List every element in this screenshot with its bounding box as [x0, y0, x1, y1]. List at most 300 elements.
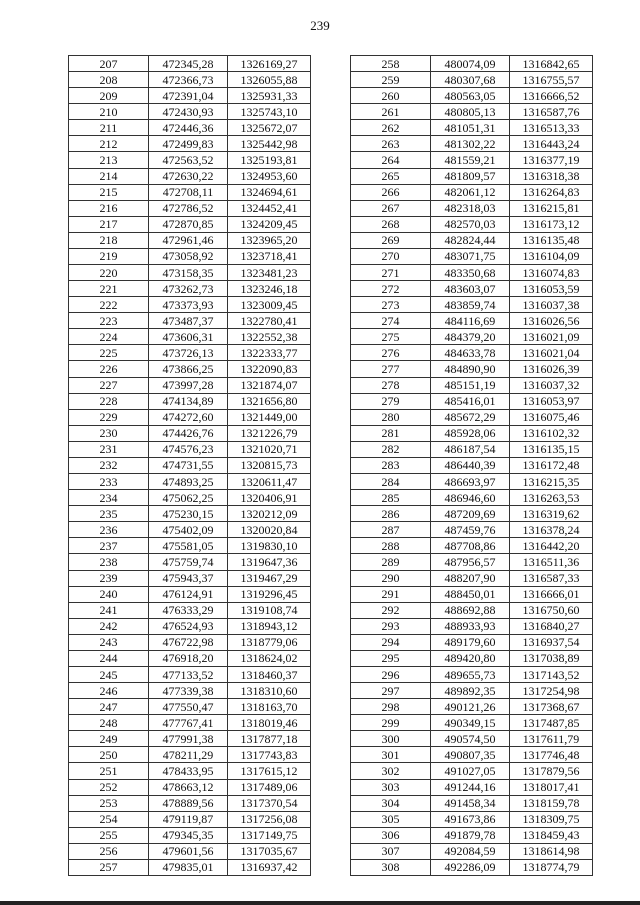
- table-row: [69, 570, 311, 586]
- x-coordinate-cell: 475581,05: [149, 538, 228, 554]
- y-coordinate-cell: 1317611,79: [510, 731, 593, 747]
- y-coordinate-cell: 1323246,18: [228, 281, 311, 297]
- y-coordinate-cell: 1318459,43: [510, 827, 593, 843]
- y-coordinate-cell: 1318159,78: [510, 795, 593, 811]
- table-row: [69, 441, 311, 457]
- y-coordinate-cell: 1316053,97: [510, 393, 593, 409]
- table-row: [69, 361, 311, 377]
- y-coordinate-cell: 1322552,38: [228, 329, 311, 345]
- table-row: [69, 506, 311, 522]
- coordinates-table-right: [350, 55, 593, 876]
- y-coordinate-cell: 1318614,98: [510, 843, 593, 859]
- x-coordinate-cell: 472630,22: [149, 168, 228, 184]
- x-coordinate-cell: 472430,93: [149, 104, 228, 120]
- y-coordinate-cell: 1320611,47: [228, 474, 311, 490]
- point-number-cell: 257: [69, 859, 149, 875]
- table-row: [69, 104, 311, 120]
- table-row: [69, 731, 311, 747]
- point-number-cell: 211: [69, 120, 149, 136]
- point-number-cell: 243: [69, 634, 149, 650]
- point-number-cell: 273: [351, 297, 431, 313]
- point-number-cell: 265: [351, 168, 431, 184]
- x-coordinate-cell: 473373,93: [149, 297, 228, 313]
- table-row: [69, 265, 311, 281]
- table-row: [351, 184, 593, 200]
- point-number-cell: 307: [351, 843, 431, 859]
- y-coordinate-cell: 1316377,19: [510, 152, 593, 168]
- x-coordinate-cell: 477339,38: [149, 683, 228, 699]
- x-coordinate-cell: 478889,56: [149, 795, 228, 811]
- x-coordinate-cell: 472499,83: [149, 136, 228, 152]
- y-coordinate-cell: 1316102,32: [510, 425, 593, 441]
- x-coordinate-cell: 480307,68: [431, 72, 510, 88]
- y-coordinate-cell: 1321020,71: [228, 441, 311, 457]
- point-number-cell: 246: [69, 683, 149, 699]
- point-number-cell: 235: [69, 506, 149, 522]
- point-number-cell: 221: [69, 281, 149, 297]
- y-coordinate-cell: 1316021,09: [510, 329, 593, 345]
- x-coordinate-cell: 474134,89: [149, 393, 228, 409]
- y-coordinate-cell: 1317143,52: [510, 666, 593, 682]
- point-number-cell: 285: [351, 490, 431, 506]
- point-number-cell: 274: [351, 313, 431, 329]
- coordinates-table-left: [68, 55, 311, 876]
- y-coordinate-cell: 1317615,12: [228, 763, 311, 779]
- x-coordinate-cell: 488933,93: [431, 618, 510, 634]
- y-coordinate-cell: 1316264,83: [510, 184, 593, 200]
- point-number-cell: 254: [69, 811, 149, 827]
- table-row: [351, 827, 593, 843]
- point-number-cell: 207: [69, 56, 149, 72]
- y-coordinate-cell: 1319830,10: [228, 538, 311, 554]
- x-coordinate-cell: 472708,11: [149, 184, 228, 200]
- point-number-cell: 245: [69, 666, 149, 682]
- table-row: [351, 409, 593, 425]
- x-coordinate-cell: 472563,52: [149, 152, 228, 168]
- point-number-cell: 239: [69, 570, 149, 586]
- table-row: [69, 168, 311, 184]
- x-coordinate-cell: 474731,55: [149, 457, 228, 473]
- point-number-cell: 228: [69, 393, 149, 409]
- table-row: [69, 72, 311, 88]
- x-coordinate-cell: 479345,35: [149, 827, 228, 843]
- y-coordinate-cell: 1321656,80: [228, 393, 311, 409]
- x-coordinate-cell: 485672,29: [431, 409, 510, 425]
- x-coordinate-cell: 472870,85: [149, 216, 228, 232]
- x-coordinate-cell: 476524,93: [149, 618, 228, 634]
- table-row: [351, 795, 593, 811]
- table-row: [69, 136, 311, 152]
- table-row: [351, 490, 593, 506]
- point-number-cell: 209: [69, 88, 149, 104]
- y-coordinate-cell: 1318309,75: [510, 811, 593, 827]
- point-number-cell: 281: [351, 425, 431, 441]
- y-coordinate-cell: 1316666,52: [510, 88, 593, 104]
- point-number-cell: 255: [69, 827, 149, 843]
- y-coordinate-cell: 1325672,07: [228, 120, 311, 136]
- table-row: [351, 361, 593, 377]
- table-row: [351, 297, 593, 313]
- x-coordinate-cell: 489420,80: [431, 650, 510, 666]
- point-number-cell: 226: [69, 361, 149, 377]
- point-number-cell: 247: [69, 699, 149, 715]
- y-coordinate-cell: 1318624,02: [228, 650, 311, 666]
- table-row: [351, 602, 593, 618]
- x-coordinate-cell: 491027,05: [431, 763, 510, 779]
- table-row: [69, 200, 311, 216]
- x-coordinate-cell: 485416,01: [431, 393, 510, 409]
- y-coordinate-cell: 1316021,04: [510, 345, 593, 361]
- y-coordinate-cell: 1323481,23: [228, 265, 311, 281]
- y-coordinate-cell: 1316750,60: [510, 602, 593, 618]
- table-row: [69, 425, 311, 441]
- x-coordinate-cell: 481559,21: [431, 152, 510, 168]
- table-row: [69, 859, 311, 875]
- y-coordinate-cell: 1325442,98: [228, 136, 311, 152]
- y-coordinate-cell: 1316666,01: [510, 586, 593, 602]
- point-number-cell: 227: [69, 377, 149, 393]
- point-number-cell: 242: [69, 618, 149, 634]
- table-row: [351, 232, 593, 248]
- x-coordinate-cell: 491673,86: [431, 811, 510, 827]
- point-number-cell: 289: [351, 554, 431, 570]
- table-row: [351, 72, 593, 88]
- x-coordinate-cell: 480074,09: [431, 56, 510, 72]
- y-coordinate-cell: 1317743,83: [228, 747, 311, 763]
- point-number-cell: 302: [351, 763, 431, 779]
- point-number-cell: 292: [351, 602, 431, 618]
- x-coordinate-cell: 483350,68: [431, 265, 510, 281]
- y-coordinate-cell: 1324953,60: [228, 168, 311, 184]
- point-number-cell: 305: [351, 811, 431, 827]
- table-row: [351, 570, 593, 586]
- x-coordinate-cell: 480805,13: [431, 104, 510, 120]
- table-row: [351, 248, 593, 264]
- y-coordinate-cell: 1320815,73: [228, 457, 311, 473]
- table-row: [351, 441, 593, 457]
- y-coordinate-cell: 1316442,20: [510, 538, 593, 554]
- point-number-cell: 241: [69, 602, 149, 618]
- point-number-cell: 268: [351, 216, 431, 232]
- y-coordinate-cell: 1317746,48: [510, 747, 593, 763]
- table-row: [351, 586, 593, 602]
- table-row: [351, 88, 593, 104]
- table-row: [69, 457, 311, 473]
- y-coordinate-cell: 1317368,67: [510, 699, 593, 715]
- table-row: [69, 377, 311, 393]
- table-row: [351, 779, 593, 795]
- point-number-cell: 250: [69, 747, 149, 763]
- y-coordinate-cell: 1316842,65: [510, 56, 593, 72]
- x-coordinate-cell: 484633,78: [431, 345, 510, 361]
- table-row: [69, 393, 311, 409]
- table-row: [351, 811, 593, 827]
- point-number-cell: 306: [351, 827, 431, 843]
- y-coordinate-cell: 1316587,76: [510, 104, 593, 120]
- point-number-cell: 256: [69, 843, 149, 859]
- table-row: [351, 666, 593, 682]
- y-coordinate-cell: 1316075,46: [510, 409, 593, 425]
- point-number-cell: 238: [69, 554, 149, 570]
- y-coordinate-cell: 1316443,24: [510, 136, 593, 152]
- table-row: [351, 104, 593, 120]
- table-row: [351, 554, 593, 570]
- point-number-cell: 271: [351, 265, 431, 281]
- table-row: [69, 827, 311, 843]
- table-row: [351, 152, 593, 168]
- y-coordinate-cell: 1317149,75: [228, 827, 311, 843]
- point-number-cell: 266: [351, 184, 431, 200]
- x-coordinate-cell: 476918,20: [149, 650, 228, 666]
- x-coordinate-cell: 479835,01: [149, 859, 228, 875]
- table-row: [69, 522, 311, 538]
- point-number-cell: 291: [351, 586, 431, 602]
- y-coordinate-cell: 1317370,54: [228, 795, 311, 811]
- y-coordinate-cell: 1322780,41: [228, 313, 311, 329]
- y-coordinate-cell: 1325743,10: [228, 104, 311, 120]
- point-number-cell: 283: [351, 457, 431, 473]
- point-number-cell: 252: [69, 779, 149, 795]
- x-coordinate-cell: 491244,16: [431, 779, 510, 795]
- table-row: [69, 88, 311, 104]
- point-number-cell: 282: [351, 441, 431, 457]
- x-coordinate-cell: 475062,25: [149, 490, 228, 506]
- x-coordinate-cell: 486693,97: [431, 474, 510, 490]
- table-row: [351, 265, 593, 281]
- y-coordinate-cell: 1326055,88: [228, 72, 311, 88]
- x-coordinate-cell: 473262,73: [149, 281, 228, 297]
- y-coordinate-cell: 1316755,57: [510, 72, 593, 88]
- y-coordinate-cell: 1316074,83: [510, 265, 593, 281]
- point-number-cell: 294: [351, 634, 431, 650]
- table-row: [351, 650, 593, 666]
- x-coordinate-cell: 482061,12: [431, 184, 510, 200]
- y-coordinate-cell: 1317489,06: [228, 779, 311, 795]
- x-coordinate-cell: 474893,25: [149, 474, 228, 490]
- y-coordinate-cell: 1317035,67: [228, 843, 311, 859]
- y-coordinate-cell: 1316037,32: [510, 377, 593, 393]
- point-number-cell: 251: [69, 763, 149, 779]
- table-row: [69, 715, 311, 731]
- y-coordinate-cell: 1318779,06: [228, 634, 311, 650]
- x-coordinate-cell: 484116,69: [431, 313, 510, 329]
- table-row: [69, 666, 311, 682]
- x-coordinate-cell: 473158,35: [149, 265, 228, 281]
- point-number-cell: 258: [351, 56, 431, 72]
- x-coordinate-cell: 475759,74: [149, 554, 228, 570]
- x-coordinate-cell: 474576,23: [149, 441, 228, 457]
- table-row: [351, 329, 593, 345]
- table-row: [69, 618, 311, 634]
- x-coordinate-cell: 473606,31: [149, 329, 228, 345]
- table-row: [69, 634, 311, 650]
- point-number-cell: 237: [69, 538, 149, 554]
- point-number-cell: 225: [69, 345, 149, 361]
- table-row: [69, 474, 311, 490]
- x-coordinate-cell: 488692,88: [431, 602, 510, 618]
- table-row: [351, 715, 593, 731]
- table-row: [351, 393, 593, 409]
- y-coordinate-cell: 1319647,36: [228, 554, 311, 570]
- table-row: [69, 779, 311, 795]
- table-row: [69, 843, 311, 859]
- x-coordinate-cell: 476722,98: [149, 634, 228, 650]
- point-number-cell: 218: [69, 232, 149, 248]
- point-number-cell: 279: [351, 393, 431, 409]
- x-coordinate-cell: 484890,90: [431, 361, 510, 377]
- point-number-cell: 220: [69, 265, 149, 281]
- table-row: [69, 184, 311, 200]
- table-row: [69, 297, 311, 313]
- x-coordinate-cell: 473997,28: [149, 377, 228, 393]
- table-row: [69, 650, 311, 666]
- x-coordinate-cell: 491458,34: [431, 795, 510, 811]
- y-coordinate-cell: 1318019,46: [228, 715, 311, 731]
- y-coordinate-cell: 1321226,79: [228, 425, 311, 441]
- table-row: [69, 56, 311, 72]
- point-number-cell: 263: [351, 136, 431, 152]
- x-coordinate-cell: 473726,13: [149, 345, 228, 361]
- x-coordinate-cell: 476333,29: [149, 602, 228, 618]
- x-coordinate-cell: 485928,06: [431, 425, 510, 441]
- x-coordinate-cell: 487459,76: [431, 522, 510, 538]
- x-coordinate-cell: 473058,92: [149, 248, 228, 264]
- table-row: [351, 345, 593, 361]
- table-row: [351, 538, 593, 554]
- x-coordinate-cell: 488207,90: [431, 570, 510, 586]
- y-coordinate-cell: 1317038,89: [510, 650, 593, 666]
- point-number-cell: 272: [351, 281, 431, 297]
- point-number-cell: 229: [69, 409, 149, 425]
- point-number-cell: 270: [351, 248, 431, 264]
- x-coordinate-cell: 479119,87: [149, 811, 228, 827]
- point-number-cell: 222: [69, 297, 149, 313]
- point-number-cell: 301: [351, 747, 431, 763]
- point-number-cell: 297: [351, 683, 431, 699]
- x-coordinate-cell: 477767,41: [149, 715, 228, 731]
- x-coordinate-cell: 475402,09: [149, 522, 228, 538]
- point-number-cell: 231: [69, 441, 149, 457]
- y-coordinate-cell: 1316513,33: [510, 120, 593, 136]
- point-number-cell: 259: [351, 72, 431, 88]
- table-row: [351, 457, 593, 473]
- point-number-cell: 244: [69, 650, 149, 666]
- table-row: [69, 699, 311, 715]
- y-coordinate-cell: 1316173,12: [510, 216, 593, 232]
- table-row: [69, 409, 311, 425]
- point-number-cell: 213: [69, 152, 149, 168]
- table-row: [351, 425, 593, 441]
- y-coordinate-cell: 1316511,36: [510, 554, 593, 570]
- y-coordinate-cell: 1318310,60: [228, 683, 311, 699]
- y-coordinate-cell: 1322090,83: [228, 361, 311, 377]
- y-coordinate-cell: 1324209,45: [228, 216, 311, 232]
- point-number-cell: 304: [351, 795, 431, 811]
- point-number-cell: 230: [69, 425, 149, 441]
- y-coordinate-cell: 1318943,12: [228, 618, 311, 634]
- table-row: [351, 216, 593, 232]
- point-number-cell: 264: [351, 152, 431, 168]
- point-number-cell: 236: [69, 522, 149, 538]
- y-coordinate-cell: 1316378,24: [510, 522, 593, 538]
- table-row: [69, 313, 311, 329]
- x-coordinate-cell: 472391,04: [149, 88, 228, 104]
- x-coordinate-cell: 490807,35: [431, 747, 510, 763]
- table-row: [351, 377, 593, 393]
- point-number-cell: 295: [351, 650, 431, 666]
- x-coordinate-cell: 489655,73: [431, 666, 510, 682]
- x-coordinate-cell: 475230,15: [149, 506, 228, 522]
- table-row: [351, 763, 593, 779]
- point-number-cell: 262: [351, 120, 431, 136]
- y-coordinate-cell: 1316319,62: [510, 506, 593, 522]
- y-coordinate-cell: 1323718,41: [228, 248, 311, 264]
- x-coordinate-cell: 490349,15: [431, 715, 510, 731]
- y-coordinate-cell: 1316026,56: [510, 313, 593, 329]
- y-coordinate-cell: 1319296,45: [228, 586, 311, 602]
- y-coordinate-cell: 1318774,79: [510, 859, 593, 875]
- point-number-cell: 216: [69, 200, 149, 216]
- point-number-cell: 303: [351, 779, 431, 795]
- x-coordinate-cell: 484379,20: [431, 329, 510, 345]
- x-coordinate-cell: 476124,91: [149, 586, 228, 602]
- point-number-cell: 278: [351, 377, 431, 393]
- table-row: [69, 490, 311, 506]
- table-row: [351, 56, 593, 72]
- point-number-cell: 267: [351, 200, 431, 216]
- x-coordinate-cell: 489179,60: [431, 634, 510, 650]
- x-coordinate-cell: 481302,22: [431, 136, 510, 152]
- x-coordinate-cell: 474426,76: [149, 425, 228, 441]
- y-coordinate-cell: 1319108,74: [228, 602, 311, 618]
- table-row: [351, 200, 593, 216]
- table-row: [69, 763, 311, 779]
- point-number-cell: 275: [351, 329, 431, 345]
- y-coordinate-cell: 1322333,77: [228, 345, 311, 361]
- table-row: [69, 232, 311, 248]
- y-coordinate-cell: 1316587,33: [510, 570, 593, 586]
- point-number-cell: 215: [69, 184, 149, 200]
- table-row: [69, 248, 311, 264]
- point-number-cell: 269: [351, 232, 431, 248]
- y-coordinate-cell: 1316263,53: [510, 490, 593, 506]
- table-row: [69, 152, 311, 168]
- y-coordinate-cell: 1320212,09: [228, 506, 311, 522]
- scan-edge-bar: [0, 901, 640, 905]
- y-coordinate-cell: 1316840,27: [510, 618, 593, 634]
- x-coordinate-cell: 490121,26: [431, 699, 510, 715]
- y-coordinate-cell: 1316172,48: [510, 457, 593, 473]
- x-coordinate-cell: 490574,50: [431, 731, 510, 747]
- table-row: [69, 747, 311, 763]
- table-row: [69, 120, 311, 136]
- x-coordinate-cell: 489892,35: [431, 683, 510, 699]
- table-row: [69, 329, 311, 345]
- x-coordinate-cell: 474272,60: [149, 409, 228, 425]
- x-coordinate-cell: 488450,01: [431, 586, 510, 602]
- y-coordinate-cell: 1316937,54: [510, 634, 593, 650]
- x-coordinate-cell: 483071,75: [431, 248, 510, 264]
- table-row: [69, 586, 311, 602]
- point-number-cell: 293: [351, 618, 431, 634]
- x-coordinate-cell: 473866,25: [149, 361, 228, 377]
- y-coordinate-cell: 1323009,45: [228, 297, 311, 313]
- y-coordinate-cell: 1325193,81: [228, 152, 311, 168]
- y-coordinate-cell: 1316037,38: [510, 297, 593, 313]
- table-row: [69, 281, 311, 297]
- y-coordinate-cell: 1324694,61: [228, 184, 311, 200]
- y-coordinate-cell: 1317877,18: [228, 731, 311, 747]
